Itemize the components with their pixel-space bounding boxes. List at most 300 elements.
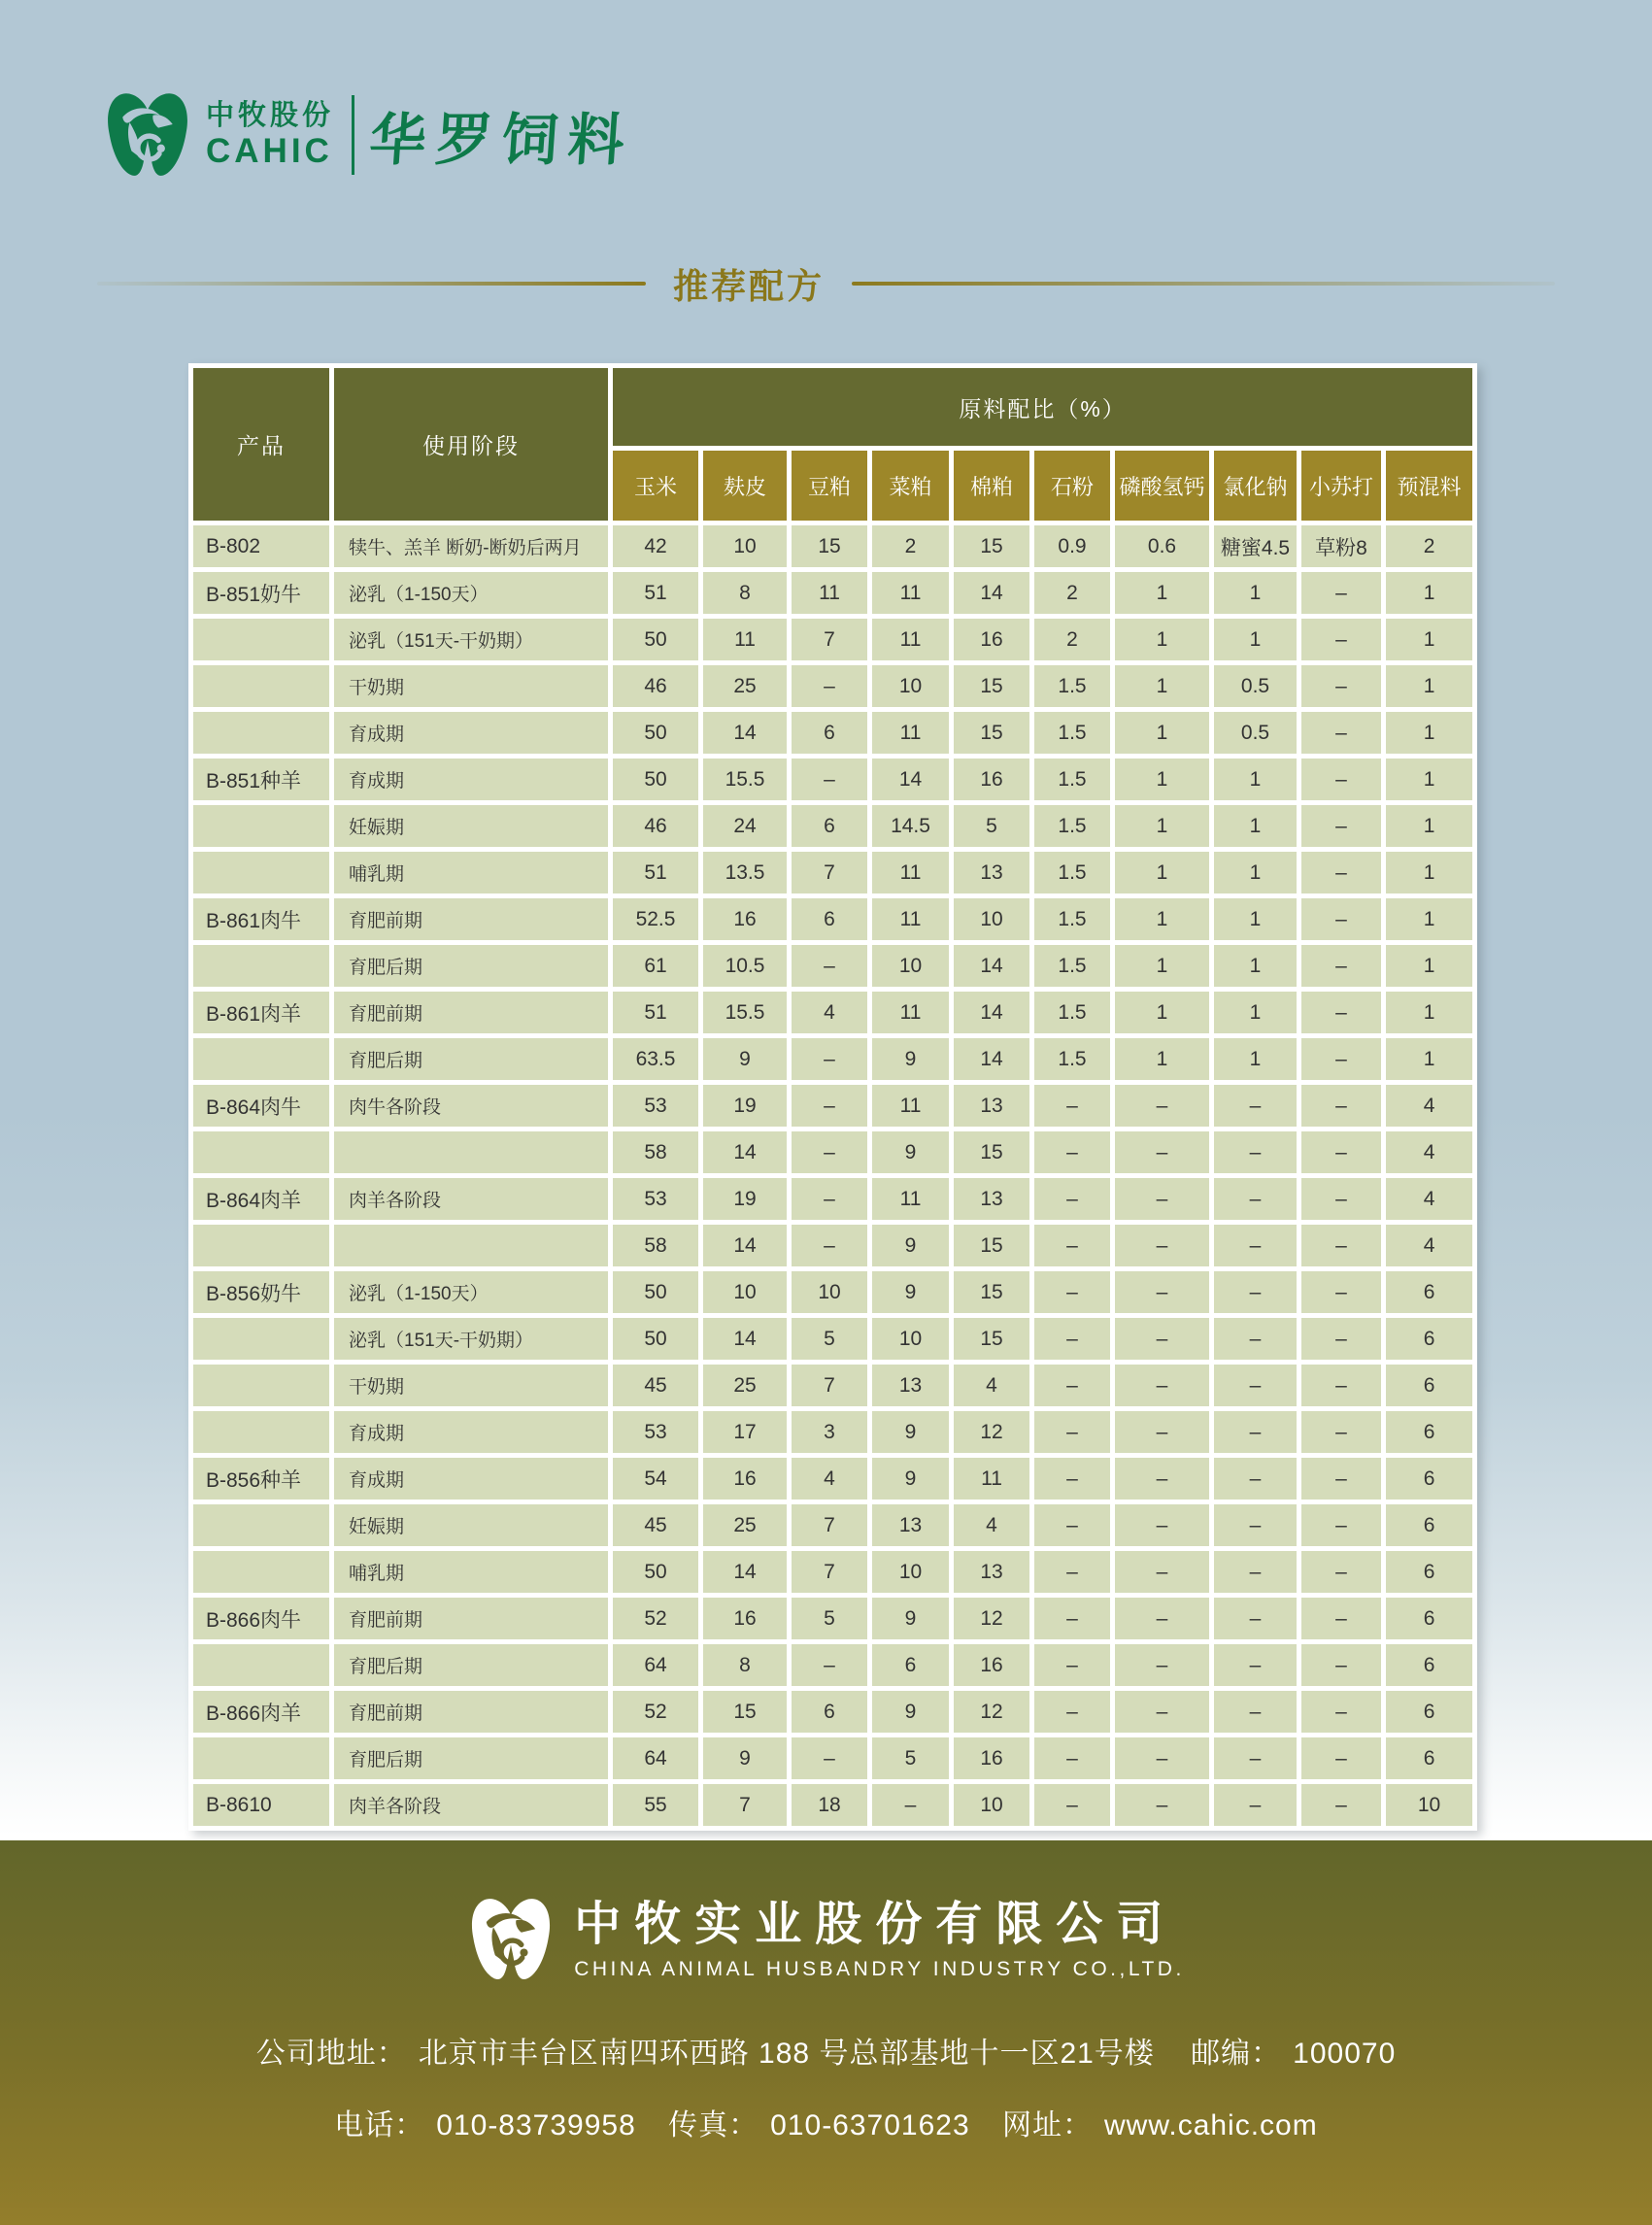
value-cell: 63.5 — [613, 1038, 698, 1080]
value-cell: 9 — [703, 1038, 787, 1080]
value-cell: 4 — [1386, 1131, 1472, 1173]
ingredient-header: 小苏打 — [1301, 451, 1381, 521]
value-cell: – — [792, 759, 867, 800]
value-cell: 10 — [872, 1551, 949, 1593]
value-cell: 13 — [954, 1085, 1029, 1127]
value-cell: – — [1301, 1271, 1381, 1313]
cahic-eagle-logo-icon — [103, 87, 192, 183]
value-cell: 7 — [792, 1504, 867, 1546]
table-row — [193, 525, 1472, 567]
value-cell: 9 — [872, 1598, 949, 1639]
value-cell: 1 — [1115, 572, 1209, 614]
table-row — [193, 992, 1472, 1033]
value-cell: 6 — [872, 1644, 949, 1686]
value-cell: 11 — [792, 572, 867, 614]
value-cell: 15 — [954, 1131, 1029, 1173]
stage-cell: 育肥后期 — [334, 1737, 608, 1779]
value-cell: 9 — [872, 1458, 949, 1500]
value-cell: 11 — [703, 619, 787, 660]
value-cell: – — [1034, 1225, 1110, 1266]
value-cell: 1 — [1115, 805, 1209, 847]
value-cell: 6 — [1386, 1644, 1472, 1686]
stage-cell: 育肥前期 — [334, 1691, 608, 1733]
value-cell: – — [1214, 1458, 1297, 1500]
value-cell: 5 — [792, 1318, 867, 1360]
fax-value: 010-63701623 — [770, 2109, 970, 2141]
value-cell: 1 — [1214, 992, 1297, 1033]
value-cell: 0.9 — [1034, 525, 1110, 567]
value-cell: 9 — [872, 1038, 949, 1080]
value-cell: 6 — [1386, 1271, 1472, 1313]
value-cell: 6 — [1386, 1411, 1472, 1453]
value-cell: 1 — [1115, 898, 1209, 940]
value-cell: – — [1214, 1318, 1297, 1360]
value-cell: 18 — [792, 1784, 867, 1826]
value-cell: 2 — [1034, 572, 1110, 614]
value-cell: – — [1115, 1365, 1209, 1406]
value-cell: 58 — [613, 1131, 698, 1173]
cahic-eagle-logo-white-icon — [467, 1893, 555, 1986]
value-cell: – — [1214, 1598, 1297, 1639]
value-cell: 6 — [1386, 1551, 1472, 1593]
value-cell: – — [1115, 1644, 1209, 1686]
value-cell: 15 — [954, 1225, 1029, 1266]
formula-table-body — [193, 525, 1472, 1826]
value-cell: 4 — [1386, 1085, 1472, 1127]
value-cell: 64 — [613, 1644, 698, 1686]
value-cell: 7 — [703, 1784, 787, 1826]
value-cell: – — [1034, 1691, 1110, 1733]
table-row — [193, 1318, 1472, 1360]
value-cell: 1 — [1115, 712, 1209, 754]
value-cell: 5 — [792, 1598, 867, 1639]
value-cell: – — [1034, 1178, 1110, 1220]
footer-brand-text — [574, 1898, 1185, 1980]
brand-text — [206, 102, 334, 168]
value-cell: 52 — [613, 1691, 698, 1733]
value-cell: 1 — [1115, 852, 1209, 893]
value-cell: – — [1115, 1551, 1209, 1593]
value-cell: 17 — [703, 1411, 787, 1453]
value-cell: 10 — [792, 1271, 867, 1313]
value-cell: – — [1115, 1131, 1209, 1173]
product-cell — [193, 619, 329, 660]
fax-label: 传真： — [668, 2109, 759, 2141]
value-cell: 7 — [792, 1551, 867, 1593]
value-cell: 53 — [613, 1085, 698, 1127]
value-cell: 1.5 — [1034, 992, 1110, 1033]
value-cell: 1.5 — [1034, 945, 1110, 987]
value-cell: 11 — [872, 852, 949, 893]
value-cell: – — [1034, 1131, 1110, 1173]
value-cell: 11 — [872, 992, 949, 1033]
value-cell: 9 — [872, 1131, 949, 1173]
value-cell: 46 — [613, 665, 698, 707]
stage-cell: 犊牛、羔羊 断奶-断奶后两月 — [334, 525, 608, 567]
value-cell: – — [1115, 1411, 1209, 1453]
stage-cell: 哺乳期 — [334, 1551, 608, 1593]
value-cell: 1 — [1386, 572, 1472, 614]
value-cell: – — [1214, 1225, 1297, 1266]
table-row — [193, 852, 1472, 893]
value-cell: 14 — [954, 572, 1029, 614]
value-cell: – — [1115, 1784, 1209, 1826]
value-cell: – — [792, 1225, 867, 1266]
table-row — [193, 1131, 1472, 1173]
value-cell: 14.5 — [872, 805, 949, 847]
value-cell: 1 — [1115, 665, 1209, 707]
value-cell: 15 — [954, 665, 1029, 707]
product-cell: B-864肉牛 — [193, 1085, 329, 1127]
value-cell: 1 — [1386, 712, 1472, 754]
stage-cell: 肉羊各阶段 — [334, 1178, 608, 1220]
value-cell: – — [1115, 1691, 1209, 1733]
value-cell: 1.5 — [1034, 759, 1110, 800]
value-cell: – — [1115, 1271, 1209, 1313]
value-cell: – — [1301, 852, 1381, 893]
value-cell: 9 — [872, 1225, 949, 1266]
value-cell: 50 — [613, 1318, 698, 1360]
value-cell: – — [1115, 1178, 1209, 1220]
value-cell: 14 — [954, 1038, 1029, 1080]
value-cell: 14 — [954, 992, 1029, 1033]
value-cell: 25 — [703, 1365, 787, 1406]
value-cell: – — [1301, 992, 1381, 1033]
value-cell: – — [1301, 1318, 1381, 1360]
value-cell: 4 — [792, 1458, 867, 1500]
brand-product-name: 华罗饲料 — [367, 107, 637, 173]
value-cell: 5 — [954, 805, 1029, 847]
value-cell: 8 — [703, 572, 787, 614]
stage-cell: 育成期 — [334, 712, 608, 754]
stage-cell: 泌乳（151天-干奶期） — [334, 1318, 608, 1360]
value-cell: 14 — [703, 712, 787, 754]
value-cell: – — [1034, 1784, 1110, 1826]
brand-header — [103, 87, 637, 183]
phone-value: 010-83739958 — [436, 2109, 636, 2141]
value-cell: 53 — [613, 1411, 698, 1453]
stage-cell: 肉牛各阶段 — [334, 1085, 608, 1127]
value-cell: 9 — [872, 1411, 949, 1453]
web-label: 网址： — [1002, 2109, 1094, 2141]
table-row — [193, 898, 1472, 940]
value-cell: – — [1034, 1458, 1110, 1500]
postcode-label: 邮编： — [1191, 2038, 1282, 2070]
product-column-header: 产品 — [193, 368, 329, 521]
value-cell: 15.5 — [703, 992, 787, 1033]
stage-cell: 哺乳期 — [334, 852, 608, 893]
product-cell: B-851种羊 — [193, 759, 329, 800]
value-cell: – — [1301, 1178, 1381, 1220]
value-cell: 51 — [613, 852, 698, 893]
table-row — [193, 1598, 1472, 1639]
value-cell: 50 — [613, 1271, 698, 1313]
value-cell: 6 — [1386, 1504, 1472, 1546]
product-cell — [193, 1411, 329, 1453]
value-cell: 1 — [1214, 619, 1297, 660]
value-cell: – — [1115, 1737, 1209, 1779]
value-cell: 2 — [1034, 619, 1110, 660]
product-cell — [193, 1038, 329, 1080]
value-cell: 13 — [954, 1178, 1029, 1220]
value-cell: – — [1301, 1131, 1381, 1173]
value-cell: 6 — [1386, 1737, 1472, 1779]
website-value: www.cahic.com — [1104, 2109, 1318, 2141]
product-cell: B-8610 — [193, 1784, 329, 1826]
value-cell: 0.5 — [1214, 712, 1297, 754]
value-cell: 14 — [872, 759, 949, 800]
value-cell: – — [1301, 1551, 1381, 1593]
value-cell: 16 — [703, 1598, 787, 1639]
value-cell: – — [792, 1038, 867, 1080]
value-cell: – — [1301, 712, 1381, 754]
product-cell: B-861肉羊 — [193, 992, 329, 1033]
table-row — [193, 1178, 1472, 1220]
ratio-group-header: 原料配比（%） — [613, 368, 1472, 446]
value-cell: 6 — [792, 1691, 867, 1733]
value-cell: 53 — [613, 1178, 698, 1220]
value-cell: – — [1214, 1411, 1297, 1453]
value-cell: 10 — [703, 1271, 787, 1313]
table-row — [193, 665, 1472, 707]
value-cell: 1 — [1214, 1038, 1297, 1080]
value-cell: – — [792, 1737, 867, 1779]
value-cell: 16 — [954, 619, 1029, 660]
table-row — [193, 572, 1472, 614]
value-cell: 10 — [1386, 1784, 1472, 1826]
value-cell: 11 — [872, 898, 949, 940]
footer-contact-line — [0, 2101, 1652, 2143]
product-cell — [193, 1318, 329, 1360]
value-cell: 16 — [703, 1458, 787, 1500]
value-cell: 12 — [954, 1411, 1029, 1453]
product-cell: B-856种羊 — [193, 1458, 329, 1500]
value-cell: 19 — [703, 1178, 787, 1220]
value-cell: 52 — [613, 1598, 698, 1639]
ingredient-header: 玉米 — [613, 451, 698, 521]
value-cell: – — [1115, 1225, 1209, 1266]
value-cell: – — [1301, 945, 1381, 987]
value-cell: – — [1301, 572, 1381, 614]
stage-cell: 泌乳（151天-干奶期） — [334, 619, 608, 660]
product-cell: B-851奶牛 — [193, 572, 329, 614]
brand-company-cn: 中牧股份 — [206, 100, 335, 131]
value-cell: 15.5 — [703, 759, 787, 800]
address-value: 北京市丰台区南四环西路 188 号总部基地十一区21号楼 — [418, 2038, 1155, 2070]
value-cell: 14 — [703, 1551, 787, 1593]
ingredient-header: 豆粕 — [792, 451, 867, 521]
value-cell: 58 — [613, 1225, 698, 1266]
value-cell: 14 — [703, 1318, 787, 1360]
value-cell: 6 — [792, 712, 867, 754]
stage-cell: 育肥后期 — [334, 1038, 608, 1080]
table-row — [193, 945, 1472, 987]
phone-label: 电话： — [334, 2109, 425, 2141]
value-cell: – — [1214, 1271, 1297, 1313]
value-cell: 1.5 — [1034, 712, 1110, 754]
table-row — [193, 1271, 1472, 1313]
value-cell: 9 — [703, 1737, 787, 1779]
value-cell: – — [1301, 1504, 1381, 1546]
value-cell: – — [1034, 1318, 1110, 1360]
stage-cell: 育肥前期 — [334, 898, 608, 940]
value-cell: 3 — [792, 1411, 867, 1453]
value-cell: 11 — [872, 572, 949, 614]
value-cell: – — [1214, 1365, 1297, 1406]
value-cell: – — [1034, 1504, 1110, 1546]
value-cell: 14 — [703, 1131, 787, 1173]
ingredient-header: 石粉 — [1034, 451, 1110, 521]
value-cell: 1.5 — [1034, 898, 1110, 940]
value-cell: – — [1301, 898, 1381, 940]
value-cell: 2 — [1386, 525, 1472, 567]
product-cell — [193, 1131, 329, 1173]
value-cell: 6 — [792, 898, 867, 940]
value-cell: 10 — [872, 1318, 949, 1360]
value-cell: – — [792, 1644, 867, 1686]
value-cell: – — [1301, 1411, 1381, 1453]
value-cell: 46 — [613, 805, 698, 847]
stage-cell — [334, 1131, 608, 1173]
table-row — [193, 1085, 1472, 1127]
value-cell: 45 — [613, 1504, 698, 1546]
value-cell: 1 — [1386, 805, 1472, 847]
table-row — [193, 1644, 1472, 1686]
value-cell: 7 — [792, 1365, 867, 1406]
value-cell: – — [1115, 1318, 1209, 1360]
stage-cell: 干奶期 — [334, 1365, 608, 1406]
value-cell: – — [1214, 1691, 1297, 1733]
value-cell: 10 — [954, 1784, 1029, 1826]
value-cell: 1.5 — [1034, 852, 1110, 893]
formula-table-wrap — [188, 363, 1477, 1831]
brand-company-en: CAHIC — [206, 132, 333, 170]
value-cell: 45 — [613, 1365, 698, 1406]
value-cell: 4 — [1386, 1225, 1472, 1266]
title-line-right — [852, 282, 1555, 286]
value-cell: 11 — [954, 1458, 1029, 1500]
value-cell: 1 — [1214, 945, 1297, 987]
value-cell: – — [1034, 1551, 1110, 1593]
stage-column-header: 使用阶段 — [334, 368, 608, 521]
value-cell: 16 — [954, 1644, 1029, 1686]
value-cell: 14 — [703, 1225, 787, 1266]
value-cell: – — [1214, 1504, 1297, 1546]
value-cell: – — [1034, 1365, 1110, 1406]
value-cell: 15 — [792, 525, 867, 567]
ingredient-header: 氯化钠 — [1214, 451, 1297, 521]
stage-cell: 育肥后期 — [334, 945, 608, 987]
value-cell: 9 — [872, 1691, 949, 1733]
value-cell: – — [1301, 805, 1381, 847]
value-cell: 55 — [613, 1784, 698, 1826]
value-cell: 1 — [1386, 665, 1472, 707]
value-cell: 4 — [1386, 1178, 1472, 1220]
value-cell: 16 — [954, 759, 1029, 800]
stage-cell: 育成期 — [334, 1411, 608, 1453]
stage-cell: 育成期 — [334, 1458, 608, 1500]
value-cell: 61 — [613, 945, 698, 987]
value-cell: – — [1214, 1737, 1297, 1779]
table-row — [193, 805, 1472, 847]
value-cell: 0.5 — [1214, 665, 1297, 707]
value-cell: 11 — [872, 712, 949, 754]
value-cell: 10.5 — [703, 945, 787, 987]
value-cell: 13.5 — [703, 852, 787, 893]
table-row — [193, 1691, 1472, 1733]
product-cell — [193, 665, 329, 707]
table-row — [193, 1225, 1472, 1266]
value-cell: 6 — [1386, 1691, 1472, 1733]
stage-cell: 育肥前期 — [334, 992, 608, 1033]
value-cell: 13 — [872, 1504, 949, 1546]
stage-cell: 育肥前期 — [334, 1598, 608, 1639]
value-cell: 4 — [954, 1504, 1029, 1546]
value-cell: – — [1214, 1131, 1297, 1173]
product-cell: B-866肉牛 — [193, 1598, 329, 1639]
address-label: 公司地址： — [255, 2038, 407, 2070]
stage-cell: 育肥后期 — [334, 1644, 608, 1686]
value-cell: 6 — [1386, 1365, 1472, 1406]
value-cell: 草粉8 — [1301, 525, 1381, 567]
value-cell: – — [872, 1784, 949, 1826]
value-cell: – — [792, 1131, 867, 1173]
value-cell: – — [792, 1178, 867, 1220]
table-row — [193, 1737, 1472, 1779]
value-cell: 10 — [954, 898, 1029, 940]
value-cell: 13 — [954, 1551, 1029, 1593]
value-cell: – — [1301, 1458, 1381, 1500]
value-cell: 糖蜜4.5 — [1214, 525, 1297, 567]
value-cell: 15 — [703, 1691, 787, 1733]
product-cell — [193, 1365, 329, 1406]
table-row — [193, 712, 1472, 754]
footer-company-cn: 中牧实业股份有限公司 — [574, 1897, 1177, 1952]
product-cell — [193, 1644, 329, 1686]
value-cell: 1.5 — [1034, 1038, 1110, 1080]
table-row — [193, 759, 1472, 800]
value-cell: 1 — [1386, 852, 1472, 893]
value-cell: – — [1214, 1784, 1297, 1826]
value-cell: 10 — [872, 945, 949, 987]
footer-brand — [0, 1840, 1652, 1986]
value-cell: 1.5 — [1034, 805, 1110, 847]
section-title-row — [0, 254, 1652, 313]
value-cell: 64 — [613, 1737, 698, 1779]
value-cell: 51 — [613, 572, 698, 614]
product-cell: B-864肉羊 — [193, 1178, 329, 1220]
value-cell: 25 — [703, 665, 787, 707]
value-cell: 5 — [872, 1737, 949, 1779]
value-cell: – — [1034, 1644, 1110, 1686]
value-cell: 13 — [954, 852, 1029, 893]
value-cell: 6 — [1386, 1598, 1472, 1639]
value-cell: 8 — [703, 1644, 787, 1686]
title-line-left — [97, 282, 646, 286]
product-cell — [193, 852, 329, 893]
value-cell: 11 — [872, 1085, 949, 1127]
value-cell: – — [1214, 1551, 1297, 1593]
stage-cell: 泌乳（1-150天） — [334, 1271, 608, 1313]
value-cell: – — [1301, 1225, 1381, 1266]
brand-divider — [352, 95, 354, 175]
value-cell: 16 — [954, 1737, 1029, 1779]
value-cell: 14 — [954, 945, 1029, 987]
stage-cell: 妊娠期 — [334, 805, 608, 847]
value-cell: 1 — [1214, 805, 1297, 847]
value-cell: – — [1115, 1504, 1209, 1546]
value-cell: 15 — [954, 1318, 1029, 1360]
